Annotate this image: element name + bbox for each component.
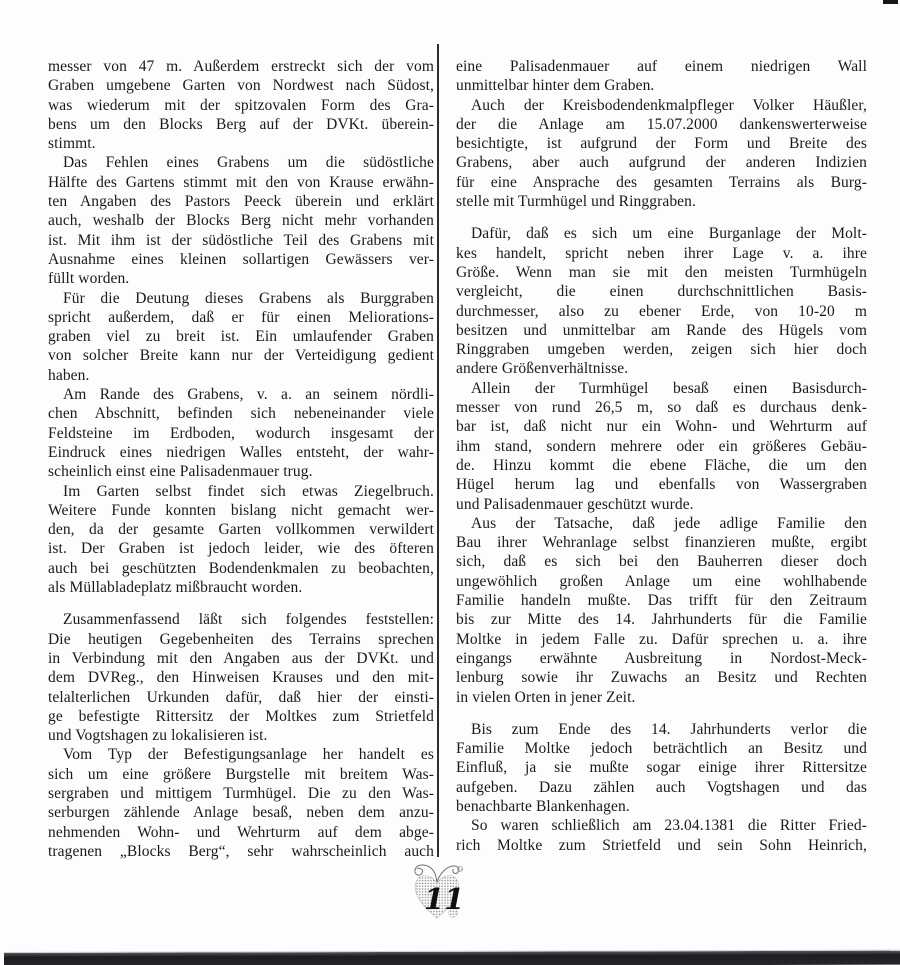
text-line: eine Palisadenmauer auf einem niedrigen Wall xyxy=(456,58,867,75)
text-line: nehmenden Wohn- und Wehrturm auf dem abge- xyxy=(48,823,434,841)
text-line: in Verbindung mit den Angaben aus der DVKt. und xyxy=(48,649,434,667)
text-line: ge befestigte Rittersitz der Moltkes zum Strietfeld xyxy=(48,707,434,725)
text-line: Die heutigen Gegebenheiten des Terrains sprechen xyxy=(48,630,434,648)
text-line: scheinlich einst eine Palisadenmauer trug. xyxy=(48,463,313,481)
text-line: Einfluß, ja sie mußte sogar einige ihrer Rittersitze xyxy=(456,759,867,777)
text-line: in vielen Orten in jener Zeit. xyxy=(456,688,636,706)
text-line: Feldsteine im Erdboden, wodurch insgesamt der xyxy=(48,424,434,442)
paragraph xyxy=(456,720,867,816)
text-line: Allein der Turmhügel besaß einen Basisdurch- xyxy=(471,379,867,397)
text-line: telalterlichen Urkunden dafür, daß hier der einsti- xyxy=(48,688,434,706)
page-number: 11 xyxy=(424,882,465,916)
text-line: füllt worden. xyxy=(48,270,130,288)
text-line: Moltke in jedem Falle zu. Dafür sprechen u. a. ihre xyxy=(456,630,867,648)
text-line: aufgeben. Dazu zählen auch Vogtshagen und das xyxy=(456,778,867,796)
page-number-ornament xyxy=(402,860,474,932)
text-line: graben viel zu breit ist. Ein umlaufender Graben xyxy=(48,328,434,346)
text-line: Bau ihrer Wehranlage selbst finanzieren mußte, ergibt xyxy=(456,534,867,552)
text-line: Ringgraben umgeben werden, zeigen sich hier doch xyxy=(456,341,867,359)
text-line: de. Hinzu kommt die ebene Fläche, die um den xyxy=(456,456,867,474)
text-line: kes handelt, spricht neben ihrer Lage v. a. ihre xyxy=(456,244,867,262)
text-line: So waren schließlich am 23.04.1381 die Ritter Fried- xyxy=(471,817,867,835)
text-line: Weitere Funde konnten bislang nicht gemacht wer- xyxy=(48,501,434,519)
text-line: besitzen und unmittelbar am Rande des Hügels vom xyxy=(456,321,867,339)
text-line: lenburg sowie ihr Zuwachs an Besitz und Rechten xyxy=(456,669,867,687)
text-line: Graben umgebene Garten von Nordwest nach Südost, xyxy=(48,77,434,95)
text-line: tragenen „Blocks Berg“, sehr wahrscheinlich auch xyxy=(48,842,434,860)
text-line: stelle mit Turmhügel und Ringgraben. xyxy=(456,193,696,211)
text-line: Hälfte des Gartens stimmt mit den von Krause erwähn- xyxy=(48,173,434,191)
text-line: messer von rund 26,5 m, so daß es durchaus denk- xyxy=(456,399,867,417)
text-line: chen Abschnitt, befinden sich nebeneinander viele xyxy=(48,405,434,423)
text-line: ungewöhlich großen Anlage um eine wohlhabende xyxy=(456,572,867,590)
text-line: den, da der gesamte Garten vollkommen verwildert xyxy=(48,521,434,539)
text-line: ist. Der Graben ist jedoch leider, wie des öfteren xyxy=(48,540,434,558)
column-divider-rule xyxy=(437,44,439,857)
paragraph xyxy=(456,57,867,96)
text-line: Eindruck eines niedrigen Walles entsteht, der wahr- xyxy=(48,443,434,461)
text-line: vergleicht, die einen durchschnittlichen Basis- xyxy=(456,283,867,301)
text-line: Zusammenfassend läßt sich folgendes feststellen: xyxy=(63,611,434,629)
paragraph xyxy=(456,96,867,212)
text-line: Am Rande des Grabens, v. a. an seinem nördli- xyxy=(63,386,434,404)
text-line: Im Garten selbst findet sich etwas Ziegelbruch. xyxy=(63,482,434,500)
text-line: Für die Deutung dieses Grabens als Burggraben xyxy=(63,289,434,307)
text-line: sich, daß es sich bei den Bauherren dieser doch xyxy=(456,553,867,571)
text-line: bens um den Blocks Berg auf der DVKt. überein- xyxy=(48,115,434,133)
text-line: dem DVReg., den Hinweisen Krauses und den mit- xyxy=(48,669,434,687)
paragraph xyxy=(48,153,434,288)
scan-edge-bottom xyxy=(4,950,900,965)
text-line: auch bei geschützten Bodendenkmalen zu beobachten, xyxy=(48,559,434,577)
floral-vignette-icon xyxy=(402,860,474,932)
text-line: besichtigte, ist aufgrund der Form und Breite des xyxy=(456,135,867,153)
text-line: unmittelbar hinter dem Graben. xyxy=(456,77,655,95)
text-line: ten Angaben des Pastors Peeck überein und erklärt xyxy=(48,193,434,211)
text-line: als Müllabladeplatz mißbraucht worden. xyxy=(48,579,303,597)
text-line: Größe. Wenn man sie mit den meisten Turmhügeln xyxy=(456,263,867,281)
text-line: sich um eine größere Burgstelle mit breitem Was- xyxy=(48,765,434,783)
text-line: Familie handeln mußte. Das trifft für den Zeitraum xyxy=(456,592,867,610)
text-line: haben. xyxy=(48,366,90,384)
text-line: bar ist, daß nicht nur ein Wohn- und Wehrturm auf xyxy=(456,418,867,436)
paragraph xyxy=(456,514,867,707)
paragraph xyxy=(48,610,434,745)
paragraph xyxy=(48,57,434,153)
text-line: von solcher Breite kann nur der Verteidigung gedient xyxy=(48,347,434,365)
text-line: messer von 47 m. Außerdem erstreckt sich der vom xyxy=(48,58,434,75)
text-line: Hügel herum lag und ebenfalls von Wassergraben xyxy=(456,476,867,494)
paragraph xyxy=(456,379,867,514)
text-line: und Palisadenmauer geschützt wurde. xyxy=(456,495,694,513)
paragraph xyxy=(48,745,434,861)
text-line: Aus der Tatsache, daß jede adlige Familie den xyxy=(471,514,867,532)
paragraph xyxy=(48,385,434,481)
paragraph xyxy=(456,224,867,378)
text-line: durchmesser, also zu ebener Erde, von 10-20 m xyxy=(456,302,867,320)
text-line: spricht außerdem, daß er für einen Meliorations- xyxy=(48,308,434,326)
text-line: und Vogtshagen zu lokalisieren ist. xyxy=(48,727,268,745)
text-line: für eine Ansprache des gesamten Terrains als Burg- xyxy=(456,173,867,191)
text-line: was wiederum mit der spitzovalen Form des Gra- xyxy=(48,96,434,114)
text-line: der die Anlage am 15.07.2000 dankenswerterweise xyxy=(456,115,867,133)
text-line: ihm stand, sondern mehrere oder ein größeres Gebäu- xyxy=(456,437,867,455)
text-line: Auch der Kreisbodendenkmalpfleger Volker Häußler, xyxy=(471,96,867,114)
text-line: rich Moltke zum Strietfeld und sein Sohn Heinrich, xyxy=(456,836,867,854)
text-line: Dafür, daß es sich um eine Burganlage der Molt- xyxy=(471,225,867,243)
text-line: Das Fehlen eines Grabens um die südöstliche xyxy=(63,154,434,172)
paragraph xyxy=(48,482,434,598)
text-line: Ausnahme eines kleinen sollartigen Gewässers ver- xyxy=(48,250,434,268)
paragraph xyxy=(456,816,867,855)
text-line: ist. Mit ihm ist der südöstliche Teil des Grabens mit xyxy=(48,231,434,249)
left-column xyxy=(48,57,434,861)
text-line: eingangs erwähnte Ausbreitung in Nordost-Meck- xyxy=(456,649,867,667)
scan-mark-top-right xyxy=(883,0,898,4)
text-line: bis zur Mitte des 14. Jahrhunderts für die Familie xyxy=(456,611,867,629)
text-line: stimmt. xyxy=(48,135,96,153)
text-line: auch, weshalb der Blocks Berg nicht mehr vorhanden xyxy=(48,212,434,230)
text-line: Grabens, aber auch aufgrund der anderen Indizien xyxy=(456,154,867,172)
right-column xyxy=(456,57,867,855)
text-line: andere Größenverhältnisse. xyxy=(456,360,629,378)
text-line: Familie Moltke jedoch beträchtlich an Besitz und xyxy=(456,740,867,758)
text-line: serburgen zählende Anlage besaß, neben dem anzu- xyxy=(48,804,434,822)
text-line: benachbarte Blankenhagen. xyxy=(456,797,630,815)
text-line: sergraben und mittigem Turmhügel. Die zu den Was- xyxy=(48,784,434,802)
text-line: Vom Typ der Befestigungsanlage her handelt es xyxy=(63,746,434,764)
paragraph xyxy=(48,289,434,385)
text-line: Bis zum Ende des 14. Jahrhunderts verlor die xyxy=(471,720,867,738)
